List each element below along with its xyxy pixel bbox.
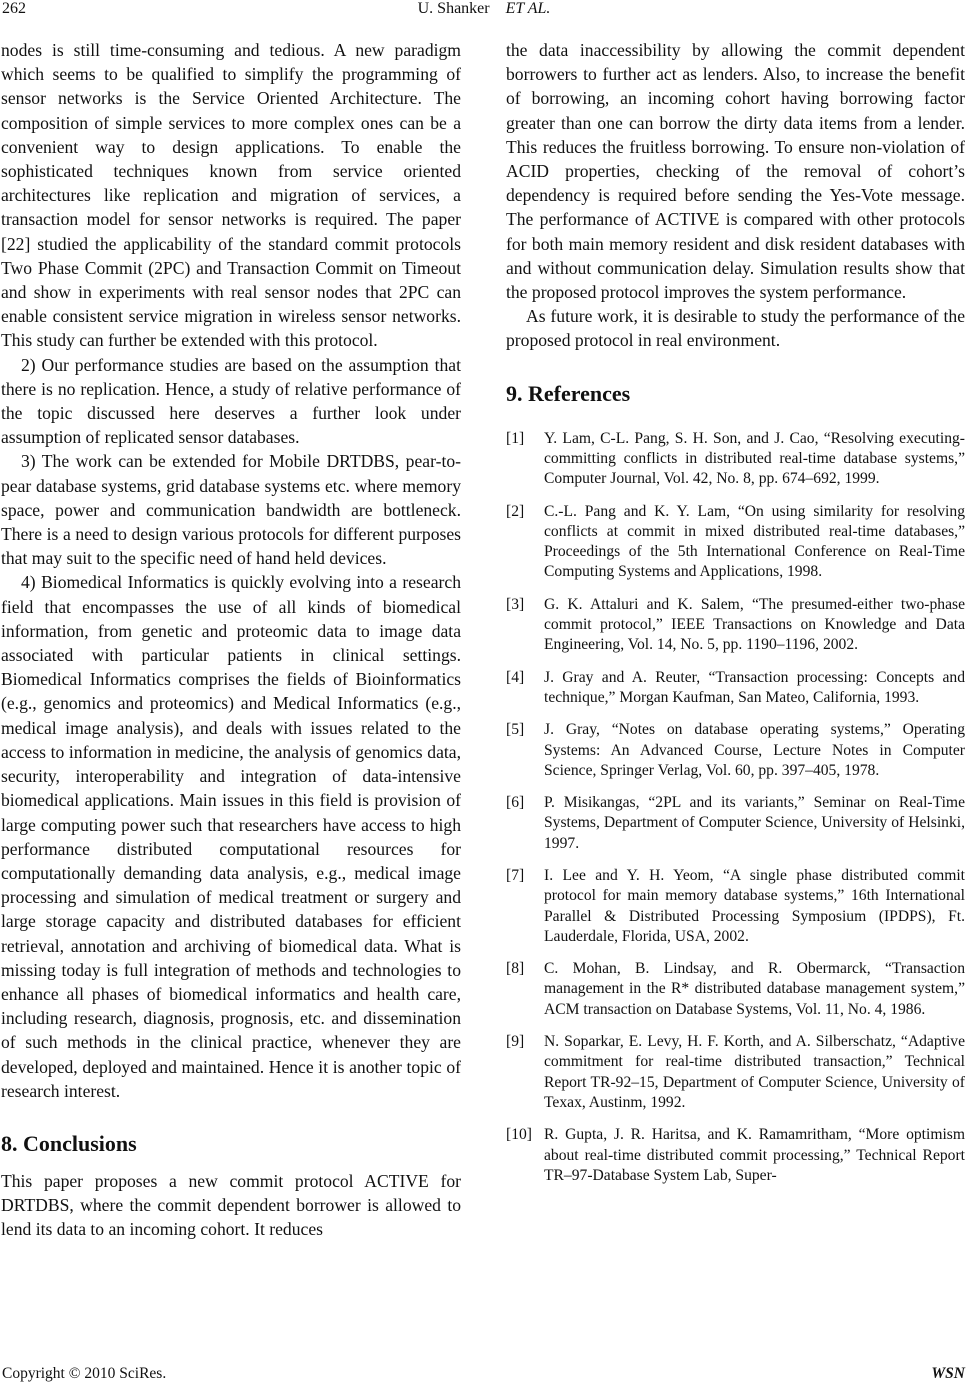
body-paragraph: 4) Biomedical Informatics is quickly evolving into a research field that encompasses the use of all kinds of biomedical information, from genetic and proteomic data to image data associated with particular patients in clinical settings. Biomedical Informatics comprises the fields of Bioinformatics (e.g., genomics and proteomics) and Medical Informatics (e.g., medical image analysis), and deals with issues related to the access to information in medicine, the analysis of genomics data, security, interoperability and integration of data-intensive biomedical applications. Main issues in this field is provision of large computing power such that researchers have access to high performance distributed computational resources for computationally demanding data analysis, e.g., medical image processing and simulation of medical treatment or surgery and large storage capacity and distributed databases for efficient retrieval, annotation and archiving of biomedical data. What is missing today is full integration of methods and technologies to enhance all phases of biomedical informatics and health care, including research, diagnosis, prognosis, etc. and dissemination of such methods in the clinical practice, whenever they are developed, deployed and maintained. Hence it is another topic of research interest. bbox=[1, 572, 461, 1101]
journal-abbreviation: WSN bbox=[931, 1365, 965, 1382]
body-paragraph: nodes is still time-consuming and tedious. A new paradigm which seems to be qualified to simplify the programming of sensor networks is the Service Oriented Architecture. The composition of simple services to more complex ones can be a convenient way to design applications. To enable the sophisticated techniques known from service oriented architectures like replication and migration of services, a transaction model for sensor networks is required. The paper [22] studied the applicability of the standard commit protocols Two Phase Commit (2PC) and Transaction Commit on Timeout and show in experiments with real sensor nodes that 2PC can enable consistent service migration in wireless sensor networks. This study can further be extended with this protocol. bbox=[1, 40, 461, 351]
reference-item bbox=[506, 1125, 965, 1186]
reference-text: J. Gray, “Notes on database operating systems,” Operating Systems: An Advanced Course, Lecture Notes in Computer Science, Springer Verlag, Vol. 60, pp. 397–405, 1978. bbox=[544, 721, 965, 779]
page-header bbox=[0, 0, 968, 22]
reference-number: [1] bbox=[506, 429, 525, 447]
page-number: 262 bbox=[2, 0, 26, 17]
running-head-et-al: ET AL. bbox=[505, 0, 551, 17]
section-heading-references: 9. References bbox=[506, 380, 631, 406]
reference-number: [8] bbox=[506, 960, 525, 978]
reference-item bbox=[506, 793, 965, 854]
running-head bbox=[0, 0, 968, 18]
reference-number: [10] bbox=[506, 1126, 532, 1144]
reference-text: Y. Lam, C-L. Pang, S. H. Son, and J. Cao, “Resolving executing-committing conflicts in distributed real-time database systems,” Computer Journal, Vol. 42, No. 8, pp. 674–692, 1999. bbox=[544, 429, 965, 488]
reference-item bbox=[506, 866, 965, 947]
reference-text: G. K. Attaluri and K. Salem, “The presumed-either two-phase commit protocol,” IEEE Transactions on Knowledge and Data Engineering, Vol. 14, No. 5, pp. 1190–1196, 2002. bbox=[544, 595, 965, 654]
reference-number: [3] bbox=[506, 595, 525, 613]
body-paragraph: 3) The work can be extended for Mobile DRTDBS, pear-to-pear database systems, grid database systems etc. where memory space, power and communication bandwidth are bottleneck. There is a need to design various protocols for different purposes that may suit to the specific need of hand held devices. bbox=[1, 451, 461, 569]
reference-number: [5] bbox=[506, 721, 525, 739]
running-head-authors: U. Shanker bbox=[417, 0, 490, 17]
conclusion-paragraph-cont: the data inaccessibility by allowing the commit dependent borrowers to further act as lenders. Also, to increase the benefit of borrowing, an incoming cohort having borrowing factor greater than one can borrow the dirty data items from a lender. This reduces the fruitless borrowing. To ensure non-violation of ACID properties, checking of the removal of cohort’s dependency is required before sending the Yes-Vote message. The performance of ACTIVE is compared with other protocols for both main memory resident and disk resident databases with and without communication delay. Simulation results show that the proposed protocol improves the system performance. bbox=[506, 40, 965, 303]
reference-number: [9] bbox=[506, 1033, 525, 1051]
reference-text: P. Misikangas, “2PL and its variants,” Seminar on Real-Time Systems, Department of Computer Science, University of Helsinki, 1997. bbox=[544, 794, 965, 852]
reference-item bbox=[506, 502, 965, 583]
future-work-paragraph: As future work, it is desirable to study the performance of the proposed protocol in real environment. bbox=[506, 306, 965, 351]
left-column bbox=[1, 38, 461, 1242]
conclusion-paragraph: This paper proposes a new commit protocol ACTIVE for DRTDBS, where the commit dependent borrower is allowed to lend its data to an incoming cohort. It reduces bbox=[1, 1170, 461, 1240]
reference-item bbox=[506, 959, 965, 1020]
reference-text: R. Gupta, J. R. Haritsa, and K. Ramamritham, “More optimism about real-time distributed commit processing,” Technical Report TR–97-Database System Lab, Super- bbox=[544, 1126, 965, 1184]
reference-text: J. Gray and A. Reuter, “Transaction processing: Concepts and technique,” Morgan Kaufman, San Mateo, California, 1993. bbox=[544, 668, 965, 706]
reference-number: [7] bbox=[506, 866, 525, 884]
reference-number: [2] bbox=[506, 502, 525, 520]
reference-list bbox=[506, 429, 965, 1187]
reference-text: I. Lee and Y. H. Yeom, “A single phase distributed commit protocol for main memory database systems,” 16th International Parallel & Distributed Processing Symposium (IPDPS), Ft. Lauderdale, Florida, USA, 2002. bbox=[544, 866, 965, 945]
reference-item bbox=[506, 720, 965, 781]
reference-item bbox=[506, 429, 965, 490]
reference-text: C. Mohan, B. Lindsay, and R. Obermarck, “Transaction management in the R* distributed database management system,” ACM transaction on Database Systems, Vol. 11, No. 4, 1986. bbox=[544, 960, 965, 1018]
reference-number: [4] bbox=[506, 668, 525, 686]
reference-text: C.-L. Pang and K. Y. Lam, “On using similarity for resolving conflicts at commit in mixed distributed real-time databases,” Proceedings of the 5th International Conference on Real-Time Computing Systems and Applications, 1998. bbox=[544, 502, 965, 581]
copyright-notice: Copyright © 2010 SciRes. bbox=[2, 1365, 167, 1382]
reference-item bbox=[506, 668, 965, 709]
reference-item bbox=[506, 1032, 965, 1113]
right-column bbox=[506, 38, 965, 1198]
reference-item bbox=[506, 595, 965, 656]
body-paragraph: 2) Our performance studies are based on the assumption that there is no replication. Hence, a study of relative performance of the topic discussed here deserves a further look under assumption of replicated sensor databases. bbox=[1, 354, 461, 448]
page-footer bbox=[0, 1365, 968, 1385]
reference-text: N. Soparkar, E. Levy, H. F. Korth, and A. Silberschatz, “Adaptive commitment for real-time distributed transaction,” Technical Report TR-92–15, Department of Computer Science, University of Texax, Austinm, 1992. bbox=[544, 1033, 965, 1111]
reference-number: [6] bbox=[506, 794, 525, 812]
section-heading-conclusions: 8. Conclusions bbox=[1, 1130, 137, 1156]
